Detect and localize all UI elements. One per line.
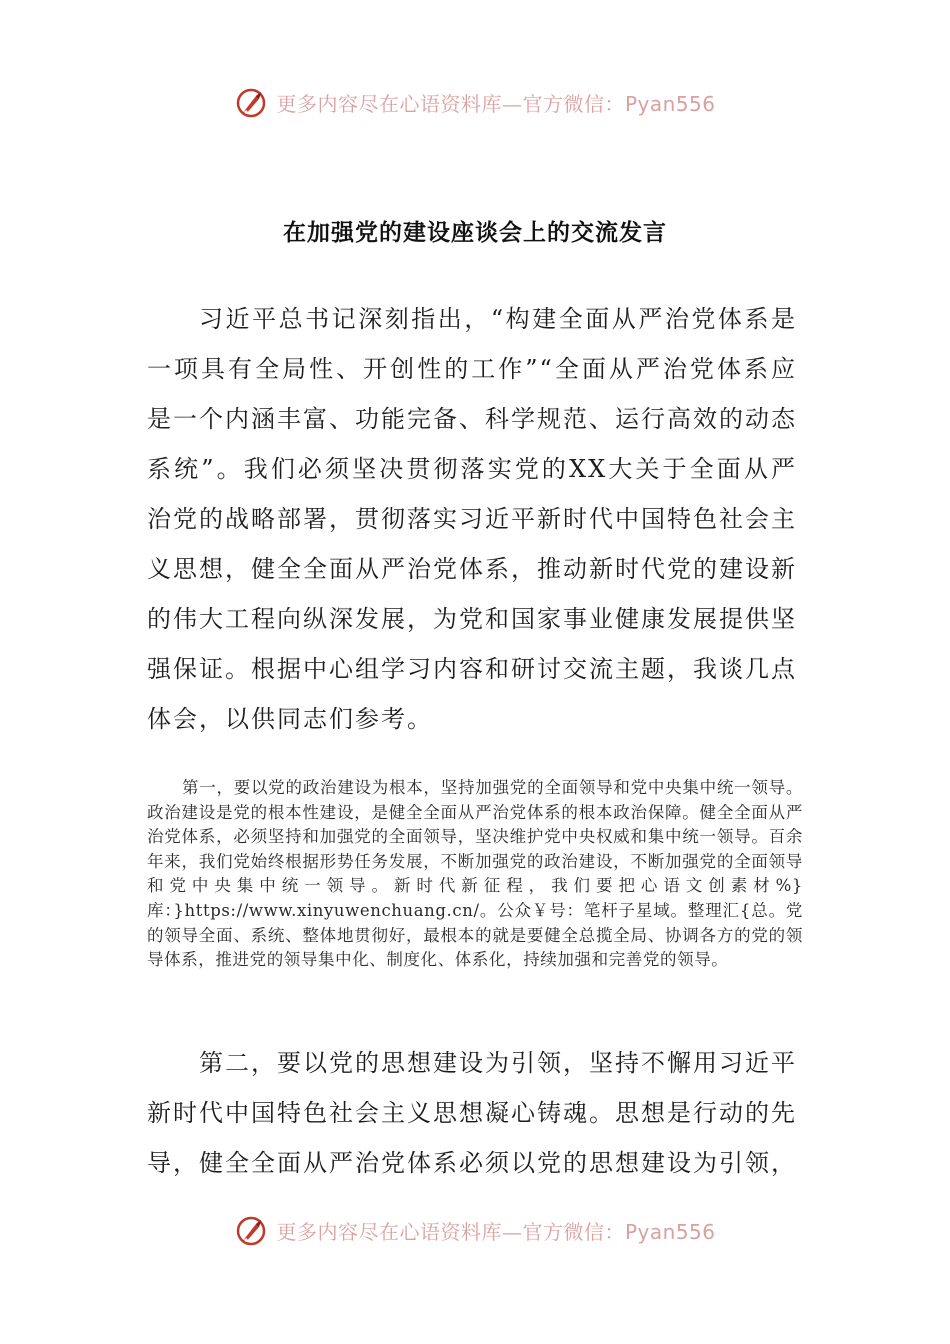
header-banner bbox=[0, 82, 950, 122]
pen-nib-logo-icon bbox=[234, 1212, 270, 1248]
document-title: 在加强党的建设座谈会上的交流发言 bbox=[283, 219, 667, 246]
paragraph-second-point: 第二，要以党的思想建设为引领，坚持不懈用习近平新时代中国特色社会主义思想凝心铸魂。思想是行动的先导，健全全面从严治党体系必须以党的思想建设为引领， bbox=[147, 1049, 797, 1177]
pen-nib-logo-icon bbox=[234, 84, 270, 120]
paragraph-intro: 习近平总书记深刻指出，“构建全面从严治党体系是一项具有全局性、开创性的工作”“全面从严治党体系应是一个内涵丰富、功能完备、科学规范、运行高效的动态系统”。我们必须坚决贯彻落实党的XX大关于全面从严治党的战略部署，贯彻落实习近平新时代中国特色社会主义思想，健全全面从严治党体系，推动新时代党的建设新的伟大工程向纵深发展，为党和国家事业健康发展提供坚强保证。根据中心组学习内容和研讨交流主题，我谈几点体会，以供同志们参考。 bbox=[147, 305, 797, 733]
banner-text: 更多内容尽在心语资料库—官方微信：Pyan556 bbox=[276, 1219, 716, 1244]
footer-banner bbox=[0, 1210, 950, 1250]
banner-text: 更多内容尽在心语资料库—官方微信：Pyan556 bbox=[276, 91, 716, 116]
paragraph-first-point: 第一，要以党的政治建设为根本，坚持加强党的全面领导和党中央集中统一领导。政治建设是党的根本性建设，是健全全面从严治党体系的根本政治保障。健全全面从严治党体系，必须坚持和加强党的全面领导，坚决维护党中央权威和集中统一领导。百余年来，我们党始终根据形势任务发展，不断加强党的政治建设，不断加强党的全面领导和党中央集中统一领导。新时代新征程，我们要把心语文创素材%}库：}https://www.xinyuwenchuang.cn/。公众￥号：笔杆子星域。整理汇{总。党的领导全面、系统、整体地贯彻好，最根本的就是要健全总揽全局、协调各方的党的领导体系，推进党的领导集中化、制度化、体系化，持续加强和完善党的领导。 bbox=[147, 778, 803, 970]
